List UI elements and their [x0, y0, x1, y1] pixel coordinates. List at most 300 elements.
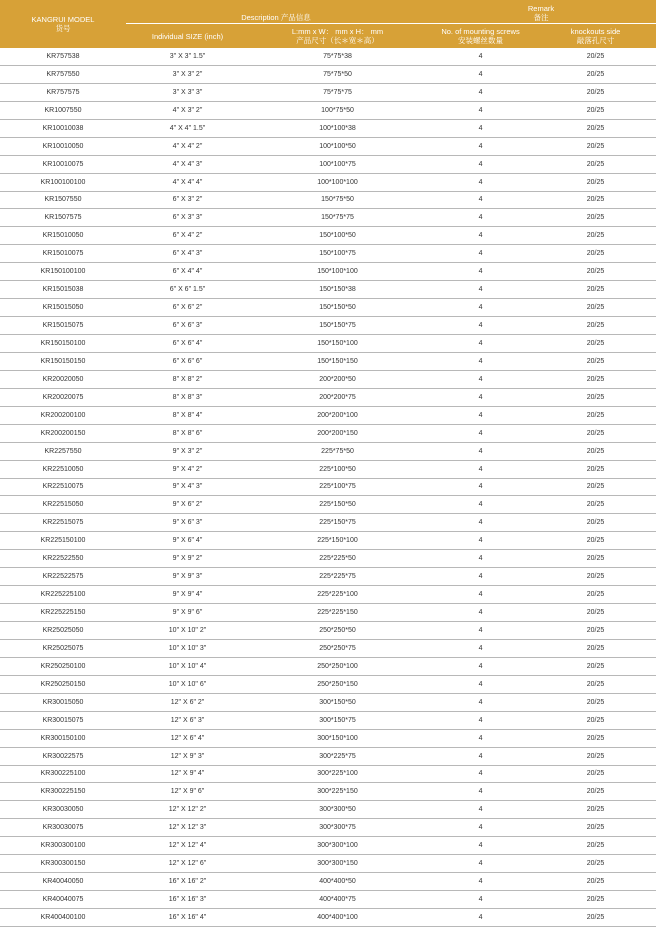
knockouts-cell: 20/25: [535, 227, 656, 245]
size-inch-cell: 12" X 6" 4": [126, 729, 249, 747]
size-inch-cell: 9" X 3" 2": [126, 442, 249, 460]
table-row: [0, 137, 656, 155]
screws-cell: 4: [426, 675, 535, 693]
screws-cell: 4: [426, 711, 535, 729]
size-mm-cell: 300*225*75: [249, 747, 426, 765]
size-mm-header-en: L:mm x W： mm x H： mm: [291, 27, 384, 36]
model-cell: KR10010038: [0, 119, 126, 137]
knockouts-cell: 20/25: [535, 675, 656, 693]
size-inch-cell: 6" X 6" 4": [126, 335, 249, 353]
knockouts-column-header: [535, 24, 656, 49]
size-inch-cell: 6" X 4" 2": [126, 227, 249, 245]
knockouts-cell: 20/25: [535, 83, 656, 101]
knockouts-cell: 20/25: [535, 568, 656, 586]
size-mm-cell: 150*75*75: [249, 209, 426, 227]
knockouts-cell: 20/25: [535, 173, 656, 191]
screws-cell: 4: [426, 281, 535, 299]
screws-cell: 4: [426, 819, 535, 837]
size-inch-cell: 6" X 6" 2": [126, 299, 249, 317]
size-mm-cell: 300*150*100: [249, 729, 426, 747]
knockouts-cell: 20/25: [535, 442, 656, 460]
size-inch-cell: 12" X 6" 2": [126, 693, 249, 711]
screws-cell: 4: [426, 568, 535, 586]
size-inch-cell: 6" X 3" 2": [126, 191, 249, 209]
size-inch-cell: 4" X 4" 3": [126, 155, 249, 173]
size-mm-cell: 225*100*75: [249, 478, 426, 496]
knockouts-cell: 20/25: [535, 747, 656, 765]
model-cell: KR40040075: [0, 891, 126, 909]
table-row: [0, 675, 656, 693]
size-inch-cell: 9" X 9" 2": [126, 550, 249, 568]
size-mm-cell: 225*100*50: [249, 460, 426, 478]
knockouts-cell: 20/25: [535, 424, 656, 442]
size-mm-cell: 225*225*100: [249, 586, 426, 604]
table-row: [0, 729, 656, 747]
size-inch-cell: 8" X 8" 4": [126, 406, 249, 424]
size-mm-column-header: [249, 24, 426, 49]
screws-cell: 4: [426, 442, 535, 460]
size-mm-cell: 400*400*75: [249, 891, 426, 909]
knockouts-cell: 20/25: [535, 909, 656, 927]
table-row: [0, 801, 656, 819]
model-cell: KR10010075: [0, 155, 126, 173]
table-row: [0, 209, 656, 227]
knockouts-cell: 20/25: [535, 137, 656, 155]
size-mm-cell: 150*150*100: [249, 335, 426, 353]
screws-cell: 4: [426, 891, 535, 909]
size-mm-cell: 300*300*100: [249, 837, 426, 855]
size-mm-cell: 300*150*50: [249, 693, 426, 711]
table-row: [0, 819, 656, 837]
size-inch-cell: 10" X 10" 2": [126, 622, 249, 640]
size-inch-cell: 8" X 8" 6": [126, 424, 249, 442]
knockouts-cell: 20/25: [535, 639, 656, 657]
table-row: [0, 693, 656, 711]
size-inch-cell: 9" X 4" 3": [126, 478, 249, 496]
screws-cell: 4: [426, 622, 535, 640]
size-mm-cell: 225*225*150: [249, 604, 426, 622]
table-row: [0, 424, 656, 442]
knockouts-cell: 20/25: [535, 604, 656, 622]
size-mm-cell: 100*75*50: [249, 101, 426, 119]
screws-cell: 4: [426, 245, 535, 263]
table-row: [0, 442, 656, 460]
size-inch-column-header: [126, 24, 249, 49]
model-cell: KR20020075: [0, 388, 126, 406]
model-cell: KR757550: [0, 65, 126, 83]
screws-cell: 4: [426, 604, 535, 622]
size-inch-cell: 16" X 16" 4": [126, 909, 249, 927]
size-inch-cell: 12" X 12" 3": [126, 819, 249, 837]
knockouts-cell: 20/25: [535, 586, 656, 604]
screws-cell: 4: [426, 837, 535, 855]
model-cell: KR250250150: [0, 675, 126, 693]
size-mm-cell: 100*100*75: [249, 155, 426, 173]
screws-cell: 4: [426, 191, 535, 209]
table-row: [0, 747, 656, 765]
model-cell: KR30015075: [0, 711, 126, 729]
model-cell: KR225150100: [0, 532, 126, 550]
screws-header-en: No. of mounting screws: [441, 27, 520, 36]
size-inch-cell: 6" X 6" 6": [126, 352, 249, 370]
size-mm-cell: 100*100*50: [249, 137, 426, 155]
model-cell: KR22515050: [0, 496, 126, 514]
screws-cell: 4: [426, 424, 535, 442]
table-row: [0, 604, 656, 622]
screws-cell: 4: [426, 406, 535, 424]
knockouts-cell: 20/25: [535, 873, 656, 891]
model-header-en: KANGRUI MODEL: [31, 15, 95, 24]
size-inch-cell: 9" X 6" 4": [126, 532, 249, 550]
model-cell: KR10010050: [0, 137, 126, 155]
table-row: [0, 711, 656, 729]
table-row: [0, 281, 656, 299]
description-group-header: [126, 0, 426, 24]
size-inch-cell: 4" X 4" 1.5": [126, 119, 249, 137]
knockouts-cell: 20/25: [535, 209, 656, 227]
table-row: [0, 460, 656, 478]
screws-cell: 4: [426, 909, 535, 927]
knockouts-cell: 20/25: [535, 855, 656, 873]
model-cell: KR150150150: [0, 352, 126, 370]
model-cell: KR100100100: [0, 173, 126, 191]
size-mm-cell: 225*225*50: [249, 550, 426, 568]
size-inch-cell: 6" X 4" 4": [126, 263, 249, 281]
size-mm-cell: 300*150*75: [249, 711, 426, 729]
model-cell: KR757575: [0, 83, 126, 101]
size-mm-cell: 150*150*38: [249, 281, 426, 299]
size-mm-cell: 225*150*50: [249, 496, 426, 514]
screws-cell: 4: [426, 514, 535, 532]
knockouts-cell: 20/25: [535, 514, 656, 532]
size-inch-cell: 16" X 16" 2": [126, 873, 249, 891]
screws-cell: 4: [426, 783, 535, 801]
table-row: [0, 837, 656, 855]
model-cell: KR25025050: [0, 622, 126, 640]
screws-cell: 4: [426, 370, 535, 388]
knockouts-cell: 20/25: [535, 299, 656, 317]
size-inch-cell: 3" X 3" 3": [126, 83, 249, 101]
size-inch-cell: 10" X 10" 4": [126, 657, 249, 675]
model-cell: KR20020050: [0, 370, 126, 388]
knockouts-cell: 20/25: [535, 155, 656, 173]
table-row: [0, 370, 656, 388]
model-cell: KR200200100: [0, 406, 126, 424]
model-cell: KR225225150: [0, 604, 126, 622]
table-row: [0, 65, 656, 83]
knockouts-cell: 20/25: [535, 335, 656, 353]
model-cell: KR300300100: [0, 837, 126, 855]
size-mm-cell: 250*250*50: [249, 622, 426, 640]
screws-cell: 4: [426, 299, 535, 317]
model-cell: KR300150100: [0, 729, 126, 747]
model-cell: KR22510075: [0, 478, 126, 496]
screws-cell: 4: [426, 639, 535, 657]
screws-cell: 4: [426, 550, 535, 568]
screws-cell: 4: [426, 352, 535, 370]
size-mm-cell: 300*225*100: [249, 765, 426, 783]
table-row: [0, 335, 656, 353]
size-inch-cell: 8" X 8" 2": [126, 370, 249, 388]
screws-cell: 4: [426, 317, 535, 335]
size-inch-cell: 4" X 3" 2": [126, 101, 249, 119]
table-row: [0, 119, 656, 137]
size-inch-header: Individual SIZE (inch): [151, 31, 224, 41]
model-cell: KR30030075: [0, 819, 126, 837]
size-mm-cell: 200*200*75: [249, 388, 426, 406]
remark-header-en: Remark: [527, 4, 555, 13]
size-inch-cell: 6" X 6" 3": [126, 317, 249, 335]
model-cell: KR30030050: [0, 801, 126, 819]
size-mm-header-cn: 产品尺寸（长＊宽＊高）: [296, 36, 379, 45]
table-row: [0, 496, 656, 514]
size-mm-cell: 200*200*100: [249, 406, 426, 424]
size-inch-cell: 12" X 12" 4": [126, 837, 249, 855]
model-cell: KR300225100: [0, 765, 126, 783]
size-inch-cell: 6" X 4" 3": [126, 245, 249, 263]
screws-cell: 4: [426, 119, 535, 137]
size-mm-cell: 250*250*100: [249, 657, 426, 675]
table-row: [0, 657, 656, 675]
table-row: [0, 227, 656, 245]
table-row: [0, 155, 656, 173]
knockouts-cell: 20/25: [535, 496, 656, 514]
screws-cell: 4: [426, 496, 535, 514]
table-row: [0, 909, 656, 927]
table-row: [0, 532, 656, 550]
knockouts-cell: 20/25: [535, 191, 656, 209]
table-row: [0, 550, 656, 568]
screws-cell: 4: [426, 693, 535, 711]
size-inch-cell: 12" X 9" 3": [126, 747, 249, 765]
size-mm-cell: 400*400*50: [249, 873, 426, 891]
size-mm-cell: 250*250*150: [249, 675, 426, 693]
knockouts-cell: 20/25: [535, 711, 656, 729]
model-cell: KR225225100: [0, 586, 126, 604]
screws-cell: 4: [426, 747, 535, 765]
remark-group-header: [426, 0, 656, 24]
model-cell: KR22522575: [0, 568, 126, 586]
size-mm-cell: 250*250*75: [249, 639, 426, 657]
size-inch-cell: 4" X 4" 4": [126, 173, 249, 191]
model-cell: KR150100100: [0, 263, 126, 281]
table-row: [0, 352, 656, 370]
size-inch-cell: 9" X 9" 4": [126, 586, 249, 604]
size-inch-cell: 16" X 16" 3": [126, 891, 249, 909]
knockouts-cell: 20/25: [535, 550, 656, 568]
model-cell: KR400400100: [0, 909, 126, 927]
screws-cell: 4: [426, 586, 535, 604]
table-row: [0, 83, 656, 101]
size-mm-cell: 200*200*150: [249, 424, 426, 442]
table-row: [0, 263, 656, 281]
screws-cell: 4: [426, 173, 535, 191]
size-mm-cell: 300*300*50: [249, 801, 426, 819]
size-inch-cell: 12" X 12" 6": [126, 855, 249, 873]
size-mm-cell: 225*225*75: [249, 568, 426, 586]
screws-cell: 4: [426, 101, 535, 119]
model-column-header: [0, 0, 126, 48]
size-inch-cell: 10" X 10" 6": [126, 675, 249, 693]
table-row: [0, 765, 656, 783]
size-mm-cell: 100*100*38: [249, 119, 426, 137]
size-mm-cell: 150*150*50: [249, 299, 426, 317]
knockouts-cell: 20/25: [535, 370, 656, 388]
screws-cell: 4: [426, 48, 535, 65]
model-cell: KR22522550: [0, 550, 126, 568]
model-cell: KR15015050: [0, 299, 126, 317]
size-mm-cell: 225*150*100: [249, 532, 426, 550]
model-cell: KR22515075: [0, 514, 126, 532]
knockouts-cell: 20/25: [535, 65, 656, 83]
size-mm-cell: 200*200*50: [249, 370, 426, 388]
screws-cell: 4: [426, 855, 535, 873]
size-inch-cell: 6" X 3" 3": [126, 209, 249, 227]
screws-cell: 4: [426, 155, 535, 173]
size-inch-cell: 3" X 3" 1.5": [126, 48, 249, 65]
knockouts-cell: 20/25: [535, 119, 656, 137]
model-cell: KR200200150: [0, 424, 126, 442]
model-cell: KR30015050: [0, 693, 126, 711]
model-cell: KR757538: [0, 48, 126, 65]
screws-cell: 4: [426, 335, 535, 353]
table-row: [0, 191, 656, 209]
screws-cell: 4: [426, 388, 535, 406]
model-cell: KR2257550: [0, 442, 126, 460]
model-cell: KR15010075: [0, 245, 126, 263]
screws-cell: 4: [426, 209, 535, 227]
table-row: [0, 406, 656, 424]
model-cell: KR1507550: [0, 191, 126, 209]
table-row: [0, 245, 656, 263]
table-row: [0, 639, 656, 657]
table-row: [0, 855, 656, 873]
knockouts-cell: 20/25: [535, 281, 656, 299]
knockouts-header-cn: 敲落孔尺寸: [576, 36, 615, 45]
model-cell: KR150150100: [0, 335, 126, 353]
knockouts-cell: 20/25: [535, 245, 656, 263]
knockouts-cell: 20/25: [535, 48, 656, 65]
size-inch-cell: 9" X 6" 3": [126, 514, 249, 532]
screws-header-cn: 安装螺丝数量: [458, 36, 504, 45]
table-row: [0, 891, 656, 909]
description-header-en: Description: [241, 13, 279, 22]
table-row: [0, 622, 656, 640]
screws-cell: 4: [426, 65, 535, 83]
size-mm-cell: 150*100*50: [249, 227, 426, 245]
size-inch-cell: 12" X 6" 3": [126, 711, 249, 729]
model-cell: KR40040050: [0, 873, 126, 891]
description-header-cn: 产品信息: [280, 13, 311, 22]
knockouts-cell: 20/25: [535, 783, 656, 801]
knockouts-cell: 20/25: [535, 891, 656, 909]
size-inch-cell: 6" X 6" 1.5": [126, 281, 249, 299]
size-inch-cell: 12" X 12" 2": [126, 801, 249, 819]
knockouts-cell: 20/25: [535, 478, 656, 496]
screws-cell: 4: [426, 532, 535, 550]
screws-cell: 4: [426, 83, 535, 101]
size-mm-cell: 150*150*75: [249, 317, 426, 335]
knockouts-cell: 20/25: [535, 657, 656, 675]
knockouts-cell: 20/25: [535, 352, 656, 370]
size-inch-cell: 12" X 9" 4": [126, 765, 249, 783]
knockouts-cell: 20/25: [535, 101, 656, 119]
size-inch-cell: 12" X 9" 6": [126, 783, 249, 801]
knockouts-cell: 20/25: [535, 729, 656, 747]
size-mm-cell: 400*400*100: [249, 909, 426, 927]
screws-cell: 4: [426, 227, 535, 245]
model-cell: KR15015075: [0, 317, 126, 335]
table-row: [0, 299, 656, 317]
size-inch-cell: 4" X 4" 2": [126, 137, 249, 155]
model-cell: KR1007550: [0, 101, 126, 119]
screws-cell: 4: [426, 801, 535, 819]
model-cell: KR15010050: [0, 227, 126, 245]
knockouts-cell: 20/25: [535, 460, 656, 478]
model-header-cn: 货号: [55, 24, 71, 33]
size-mm-cell: 75*75*50: [249, 65, 426, 83]
size-mm-cell: 300*225*150: [249, 783, 426, 801]
table-row: [0, 514, 656, 532]
size-mm-cell: 225*75*50: [249, 442, 426, 460]
screws-cell: 4: [426, 263, 535, 281]
size-inch-cell: 9" X 9" 6": [126, 604, 249, 622]
table-row: [0, 783, 656, 801]
screws-cell: 4: [426, 137, 535, 155]
knockouts-cell: 20/25: [535, 388, 656, 406]
screws-cell: 4: [426, 729, 535, 747]
model-cell: KR300225150: [0, 783, 126, 801]
knockouts-cell: 20/25: [535, 622, 656, 640]
model-cell: KR30022575: [0, 747, 126, 765]
screws-column-header: [426, 24, 535, 49]
knockouts-cell: 20/25: [535, 532, 656, 550]
size-mm-cell: 100*100*100: [249, 173, 426, 191]
model-cell: KR250250100: [0, 657, 126, 675]
size-mm-cell: 225*150*75: [249, 514, 426, 532]
table-row: [0, 568, 656, 586]
size-mm-cell: 150*100*100: [249, 263, 426, 281]
size-inch-cell: 9" X 4" 2": [126, 460, 249, 478]
knockouts-cell: 20/25: [535, 263, 656, 281]
size-mm-cell: 75*75*38: [249, 48, 426, 65]
model-cell: KR300300150: [0, 855, 126, 873]
screws-cell: 4: [426, 765, 535, 783]
size-mm-cell: 300*300*150: [249, 855, 426, 873]
size-mm-cell: 150*75*50: [249, 191, 426, 209]
knockouts-cell: 20/25: [535, 406, 656, 424]
table-body: [0, 48, 656, 926]
size-inch-cell: 10" X 10" 3": [126, 639, 249, 657]
knockouts-cell: 20/25: [535, 693, 656, 711]
table-row: [0, 586, 656, 604]
table-row: [0, 173, 656, 191]
size-mm-cell: 150*150*150: [249, 352, 426, 370]
table-row: [0, 478, 656, 496]
table-header: [0, 0, 656, 48]
size-inch-cell: 3" X 3" 2": [126, 65, 249, 83]
size-inch-cell: 8" X 8" 3": [126, 388, 249, 406]
size-mm-cell: 150*100*75: [249, 245, 426, 263]
model-cell: KR1507575: [0, 209, 126, 227]
table-row: [0, 101, 656, 119]
table-row: [0, 388, 656, 406]
knockouts-cell: 20/25: [535, 801, 656, 819]
table-row: [0, 317, 656, 335]
size-mm-cell: 300*300*75: [249, 819, 426, 837]
model-cell: KR15015038: [0, 281, 126, 299]
knockouts-cell: 20/25: [535, 317, 656, 335]
